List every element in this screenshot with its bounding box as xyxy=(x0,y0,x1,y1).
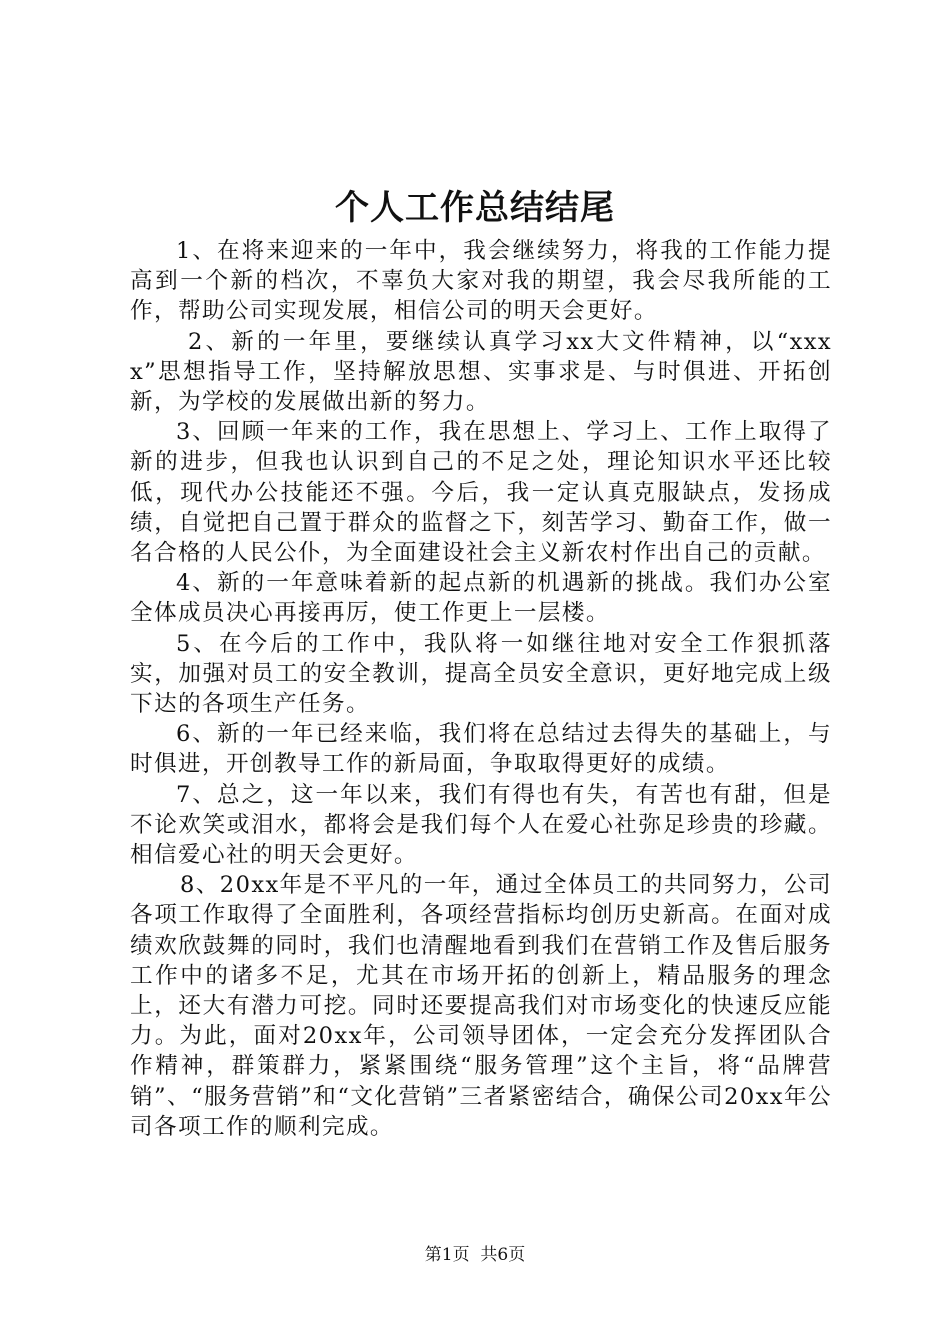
paragraph-1: 1、在将来迎来的一年中，我会继续努力，将我的工作能力提高到一个新的档次，不辜负大家对我的期望，我会尽我所能的工作，帮助公司实现发展，相信公司的明天会更好。 xyxy=(130,238,832,325)
document-title: 个人工作总结结尾 xyxy=(335,188,615,228)
document-body xyxy=(130,236,832,1142)
page-number-label: 第1页 共6页 xyxy=(424,1245,526,1265)
paragraph-3: 3、回顾一年来的工作，我在思想上、学习上、工作上取得了新的进步，但我也认识到自己的不足之处，理论知识水平还比较低，现代办公技能还不强。今后，我一定认真克服缺点，发扬成绩，自觉把自己置于群众的监督之下，刻苦学习、勤奋工作，做一名合格的人民公仆，为全面建设社会主义新农村作出自己的贡献。 xyxy=(130,419,832,567)
paragraph-6: 6、新的一年已经来临，我们将在总结过去得失的基础上，与时俱进，开创教导工作的新局面，争取取得更好的成绩。 xyxy=(130,721,832,778)
paragraph-2: 2、新的一年里，要继续认真学习xx大文件精神，以“xxxx”思想指导工作，坚持解放思想、实事求是、与时俱进、开拓创新，为学校的发展做出新的努力。 xyxy=(130,328,832,416)
page-footer xyxy=(0,1243,950,1267)
paragraph-7: 7、总之，这一年以来，我们有得也有失，有苦也有甜，但是不论欢笑或泪水，都将会是我们每个人在爱心社弥足珍贵的珍藏。相信爱心社的明天会更好。 xyxy=(130,781,832,869)
paragraph-5: 5、在今后的工作中，我队将一如继往地对安全工作狠抓落实，加强对员工的安全教训，提高全员安全意识，更好地完成上级下达的各项生产任务。 xyxy=(130,630,832,718)
paragraph-4: 4、新的一年意味着新的起点新的机遇新的挑战。我们办公室全体成员决心再接再厉，使工作更上一层楼。 xyxy=(130,570,832,627)
paragraph-8: 8、20xx年是不平凡的一年，通过全体员工的共同努力，公司各项工作取得了全面胜利，各项经营指标均创历史新高。在面对成绩欢欣鼓舞的同时，我们也清醒地看到我们在营销工作及售后服务工作中的诸多不足，尤其在市场开拓的创新上，精品服务的理念上，还大有潜力可挖。同时还要提高我们对市场变化的快速反应能力。为此，面对20xx年，公司领导团体，一定会充分发挥团队合作精神，群策群力，紧紧围绕“服务管理”这个主旨，将“品牌营销”、“服务营销”和“文化营销”三者紧密结合，确保公司20xx年公司各项工作的顺利完成。 xyxy=(130,872,832,1140)
